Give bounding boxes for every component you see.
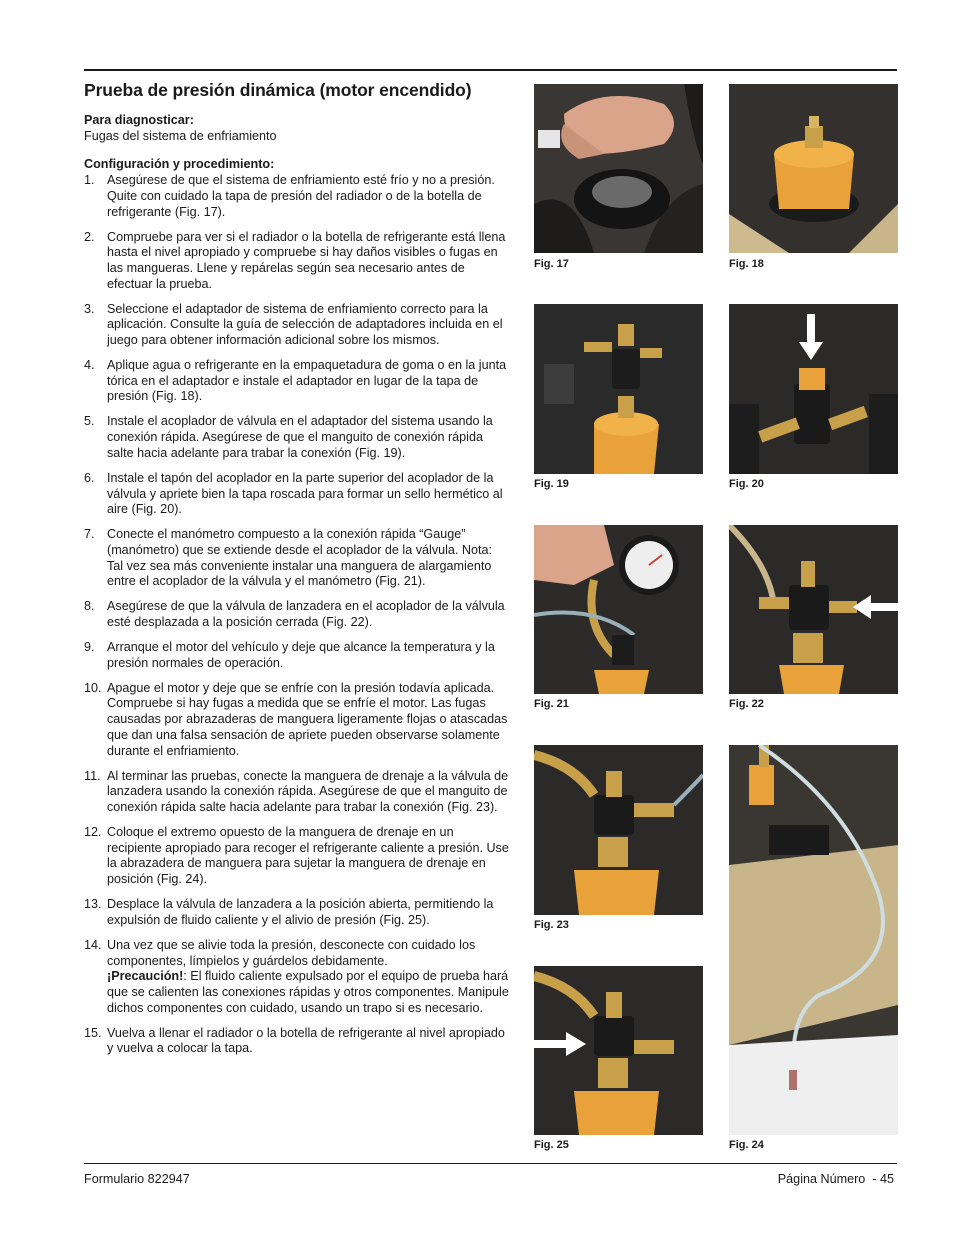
step-7: 7. Conecte el manómetro compuesto a la conexión rápida “Gauge” (manómetro) que se extiende desde el acoplador de la válvula. Nota: Tal vez sea más conveniente instalar una manguera de alargamiento entre el acoplador de la válvula y el manómetro (Fig. 21). [84,527,493,589]
step-1: 1. Asegúrese de que el sistema de enfriamiento esté frío y no a presión. Quite con cuidado la tapa de presión del radiador o de la botella de refrigerante (Fig. 17). [84,173,495,219]
caution-text: : El fluido caliente expulsado por el equipo de prueba hará que se calienten las conexiones rápidas y otros componentes. Manipule dichos componentes con cuidado, usando un trapo si es necesario. [107,969,509,1015]
figure-25-photo [534,966,703,1135]
caption-fig-17: Fig. 17 [534,258,569,270]
step-10: 10. Apague el motor y deje que se enfríe con la presión todavía aplicada. Compruebe si hay fugas a medida que se enfríe el motor. Las fugas causadas por abrazaderas de manguera ligeramente flojas o atascadas que dan una falsa sensación de apriete pueden observarse solamente durante el enfriamiento. [84,680,508,758]
step-8: 8. Asegúrese de que la válvula de lanzadera en el acoplador de la válvula esté desplazada a la posición cerrada (Fig. 22). [84,599,505,630]
footer-form-number: Formulario 822947 [84,1172,190,1186]
caption-fig-23: Fig. 23 [534,919,569,931]
procedure-label: Configuración y procedimiento: [84,157,275,172]
caption-fig-22: Fig. 22 [729,698,764,710]
caption-fig-19: Fig. 19 [534,478,569,490]
figure-20-photo [729,304,898,474]
footer-rule [84,1163,897,1164]
step-15: 15. Vuelva a llenar el radiador o la botella de refrigerante al nivel apropiado y vuelva a colocar la tapa. [84,1025,505,1056]
body-text [84,113,509,1066]
step-4: 4. Aplique agua o refrigerante en la empaquetadura de goma o en la junta tórica en el adaptador e instale el adaptador en lugar de la tapa de presión (Fig. 18). [84,358,507,404]
figure-24-photo [729,745,898,1135]
step-2: 2. Compruebe para ver si el radiador o la botella de refrigerante está llena hasta el nivel apropiado y compruebe si hay daños visibles o fugas en las mangueras. Llene y repárelas según sea necesario antes de efectuar la prueba. [84,229,506,291]
step-9: 9. Arranque el motor del vehículo y deje que alcance la temperatura y la presión normales de operación. [84,640,495,670]
diagnose-text: Fugas del sistema de enfriamiento [84,128,277,143]
step-14: 14. Una vez que se alivie toda la presión, desconecte con cuidado los componentes, límpielos y guárdelos debidamente. ¡Precaución!: El fluido caliente expulsado por el equipo de prueba hará que se calienten las conexiones rápidas y otros componentes. Manipule dichos componentes con cuidado, usando un trapo si es necesario. [84,937,509,1015]
caption-fig-24: Fig. 24 [729,1139,764,1151]
figure-18-photo [729,84,898,253]
figure-22-photo [729,525,898,694]
page-title: Prueba de presión dinámica (motor encendido) [84,80,472,100]
top-rule [84,69,897,71]
figure-23-photo [534,745,703,915]
caption-fig-21: Fig. 21 [534,698,569,710]
caution-label: ¡Precaución! [107,969,184,984]
figure-21-photo [534,525,703,694]
caption-fig-18: Fig. 18 [729,258,764,270]
step-11: 11. Al terminar las pruebas, conecte la manguera de drenaje a la válvula de lanzadera usando la conexión rápida. Asegúrese de que el manguito de conexión rápida salte hacia adelante para trabar la conexión (Fig. 23). [84,768,509,814]
step-12: 12. Coloque el extremo opuesto de la manguera de drenaje en un recipiente apropiado para recoger el refrigerante caliente a presión. Use la abrazadera de manguera para sujetar la manguera de drenaje en posición (Fig. 24). [84,824,509,887]
caption-fig-25: Fig. 25 [534,1139,569,1151]
footer-page-number: Página Número - 45 [777,1172,894,1186]
figure-17-photo [534,84,703,253]
procedure-steps [84,173,509,1057]
diagnose-label: Para diagnosticar: [84,113,194,127]
step-13: 13. Desplace la válvula de lanzadera a la posición abierta, permitiendo la expulsión de fluido caliente y el alivio de presión (Fig. 25). [84,897,494,927]
step-6: 6. Instale el tapón del acoplador en la parte superior del acoplador de la válvula y apriete bien la tapa roscada para formar un sello hermético al aire (Fig. 20). [84,470,503,517]
step-5: 5. Instale el acoplador de válvula en el adaptador del sistema usando la conexión rápida. Asegúrese de que el manguito de conexión rápida salte hacia adelante para trabar la conexión (Fig. 19). [84,414,493,460]
step-3: 3. Seleccione el adaptador de sistema de enfriamiento correcto para la aplicación. Consulte la guía de selección de adaptadores incluida en el juego para obtener información adicional sobre los mismos. [84,301,503,348]
figure-19-photo [534,304,703,474]
caption-fig-20: Fig. 20 [729,478,764,490]
